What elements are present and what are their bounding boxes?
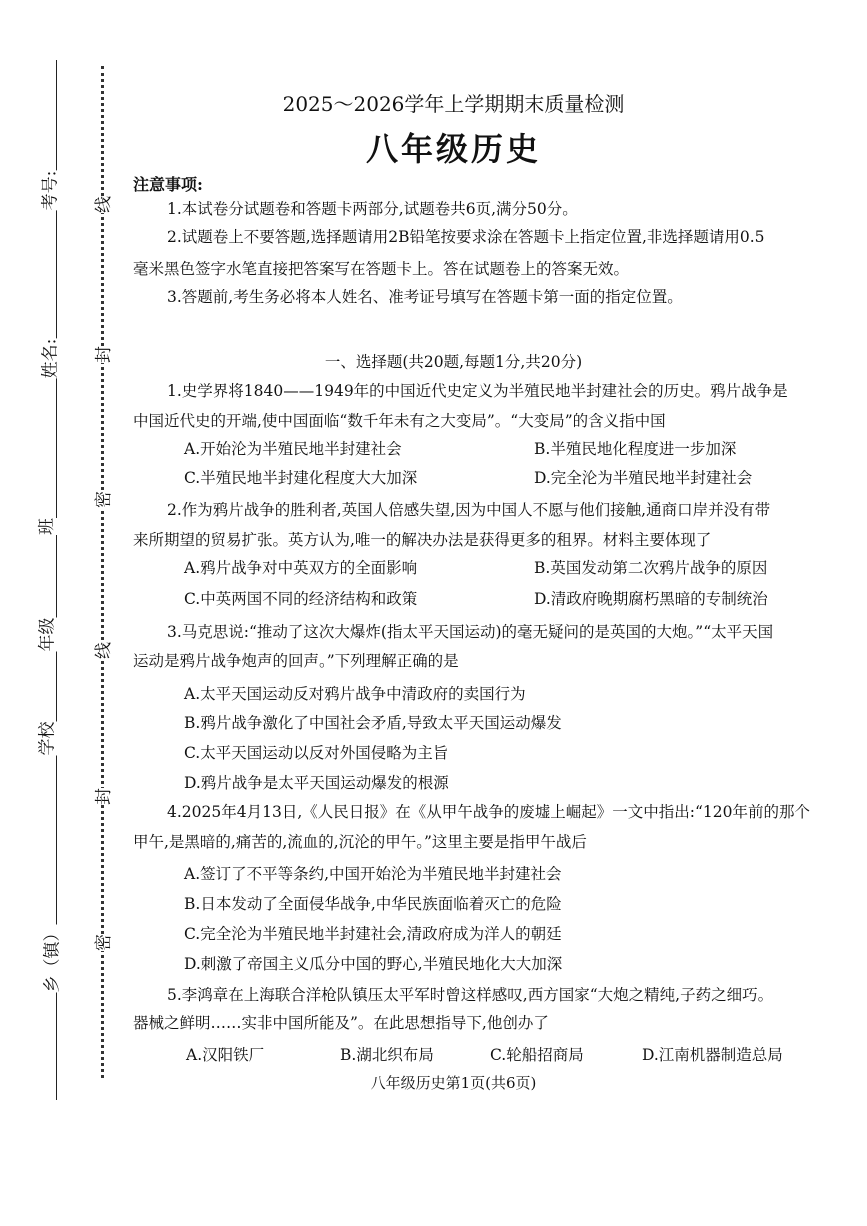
name-label: 姓名: bbox=[33, 339, 62, 379]
option-b: B.日本发动了全面侵华战争,中华民族面临着灭亡的危险 bbox=[184, 895, 562, 913]
option-a: A.太平天国运动反对鸦片战争中清政府的卖国行为 bbox=[184, 685, 526, 703]
question-4-stem: 甲午,是黑暗的,痛苦的,流血的,沉沦的甲午。”这里主要是指甲午战后 bbox=[133, 833, 587, 851]
option-c: C.完全沦为半殖民地半封建社会,清政府成为洋人的朝廷 bbox=[184, 925, 562, 943]
option-c: C.太平天国运动以反对外国侵略为主旨 bbox=[184, 744, 449, 762]
grade-label: 年级 bbox=[31, 618, 60, 652]
question-1-options bbox=[184, 466, 834, 496]
seal-mark-xian: 线 bbox=[87, 642, 116, 659]
option-d: D.清政府晚期腐朽黑暗的专制统治 bbox=[534, 590, 768, 608]
option-a: A.汉阳铁厂 bbox=[186, 1046, 265, 1064]
question-2-options bbox=[184, 556, 834, 586]
option-a: A.鸦片战争对中英双方的全面影响 bbox=[184, 559, 418, 577]
seal-mark-mi: 密 bbox=[87, 491, 116, 508]
question-2-options bbox=[184, 587, 834, 617]
notes-item-continued: 毫米黑色签字水笔直接把答案写在答题卡上。答在试题卷上的答案无效。 bbox=[133, 260, 630, 278]
seal-mark-mi: 密 bbox=[87, 934, 116, 951]
question-1-stem: 中国近代史的开端,使中国面临“数千年未有之大变局”。“大变局”的含义指中国 bbox=[133, 412, 666, 430]
option-a: A.签订了不平等条约,中国开始沦为半殖民地半封建社会 bbox=[184, 865, 562, 883]
question-2-stem: 来所期望的贸易扩张。英方认为,唯一的解决办法是获得更多的租界。材料主要体现了 bbox=[133, 531, 712, 549]
question-5-stem: 5.李鸿章在上海联合洋枪队镇压太平军时曾这样感叹,西方国家“大炮之精纯,子药之细巧。 bbox=[167, 986, 774, 1004]
notes-item: 2.试题卷上不要答题,选择题请用2B铅笔按要求涂在答题卡上指定位置,非选择题请用0.5 bbox=[167, 228, 765, 246]
seal-mark-feng: 封 bbox=[87, 346, 116, 363]
option-a: A.开始沦为半殖民地半封建社会 bbox=[184, 440, 402, 458]
option-d: D.刺激了帝国主义瓜分中国的野心,半殖民地化大大加深 bbox=[184, 955, 563, 973]
option-b: B.英国发动第二次鸦片战争的原因 bbox=[534, 559, 768, 577]
exam-number-label: 考号: bbox=[33, 171, 62, 211]
notes-heading: 注意事项: bbox=[133, 175, 203, 194]
exam-title: 2025～2026学年上学期期末质量检测 bbox=[282, 92, 625, 116]
page-footer: 八年级历史第1页(共6页) bbox=[370, 1074, 537, 1092]
question-1-stem: 1.史学界将1840——1949年的中国近代史定义为半殖民地半封建社会的历史。鸦片战争是 bbox=[167, 382, 788, 400]
option-c: C.中英两国不同的经济结构和政策 bbox=[184, 590, 418, 608]
notes-item: 3.答题前,考生务必将本人姓名、准考证号填写在答题卡第一面的指定位置。 bbox=[167, 288, 683, 306]
option-d: D.完全沦为半殖民地半封建社会 bbox=[534, 469, 753, 487]
question-1-options bbox=[184, 437, 834, 467]
binding-dotted-line bbox=[101, 66, 104, 1078]
town-label: 乡（镇） bbox=[36, 925, 65, 993]
question-3-stem: 运动是鸦片战争炮声的回声。”下列理解正确的是 bbox=[133, 652, 459, 670]
option-d: D.鸦片战争是太平天国运动爆发的根源 bbox=[184, 774, 449, 792]
question-5-stem: 器械之鲜明……实非中国所能及”。在此思想指导下,他创办了 bbox=[133, 1014, 549, 1032]
option-b: B.湖北织布局 bbox=[340, 1046, 434, 1064]
option-b: B.半殖民地化程度进一步加深 bbox=[534, 440, 737, 458]
question-5-options bbox=[186, 1043, 836, 1073]
notes-item: 1.本试卷分试题卷和答题卡两部分,试题卷共6页,满分50分。 bbox=[167, 200, 578, 218]
option-d: D.江南机器制造总局 bbox=[642, 1046, 783, 1064]
subject-title: 八年级历史 bbox=[365, 130, 541, 168]
question-3-stem: 3.马克思说:“推动了这次大爆炸(指太平天国运动)的毫无疑问的是英国的大炮。”“太平天国 bbox=[167, 623, 774, 641]
seal-mark-feng: 封 bbox=[87, 788, 116, 805]
option-c: C.半殖民地半封建化程度大大加深 bbox=[184, 469, 418, 487]
question-4-stem: 4.2025年4月13日,《人民日报》在《从甲午战争的废墟上崛起》一文中指出:“120年前的那个 bbox=[167, 803, 810, 821]
question-2-stem: 2.作为鸦片战争的胜利者,英国人倍感失望,因为中国人不愿与他们接触,通商口岸并没有带 bbox=[167, 501, 771, 519]
school-label: 学校 bbox=[31, 722, 60, 756]
option-c: C.轮船招商局 bbox=[490, 1046, 584, 1064]
class-label: 班 bbox=[30, 518, 59, 535]
seal-mark-xian: 线 bbox=[87, 196, 116, 213]
section-title: 一、选择题(共20题,每题1分,共20分) bbox=[324, 353, 583, 371]
option-b: B.鸦片战争激化了中国社会矛盾,导致太平天国运动爆发 bbox=[184, 714, 562, 732]
